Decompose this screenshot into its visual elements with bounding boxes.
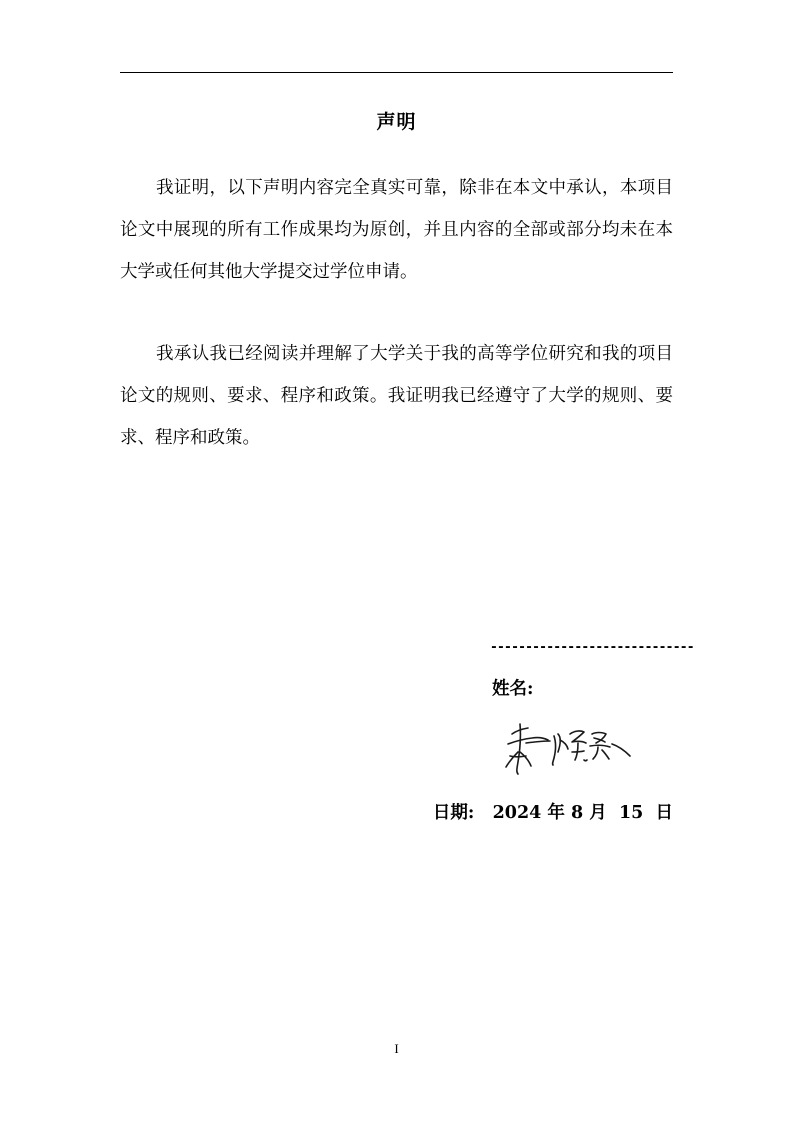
date-line	[433, 800, 673, 826]
date-value: 2024 年 8 月 15 日	[492, 803, 673, 823]
page-number: I	[394, 1041, 399, 1056]
header-rule	[120, 72, 673, 73]
handwritten-signature	[498, 712, 633, 782]
signature-line: -----------------------------	[490, 640, 694, 655]
declaration-paragraph-1: 我证明，以下声明内容完全真实可靠，除非在本文中承认，本项目论文中展现的所有工作成果均为原创，并且内容的全部或部分均未在本大学或任何其他大学提交过学位申请。	[120, 178, 673, 282]
date-label: 日期:	[432, 803, 475, 823]
declaration-paragraph-2: 我承认我已经阅读并理解了大学关于我的高等学位研究和我的项目论文的规则、要求、程序和政策。我证明我已经遵守了大学的规则、要求、程序和政策。	[120, 344, 673, 448]
name-label: 姓名:	[492, 679, 534, 699]
page-title: 声明	[376, 111, 417, 133]
